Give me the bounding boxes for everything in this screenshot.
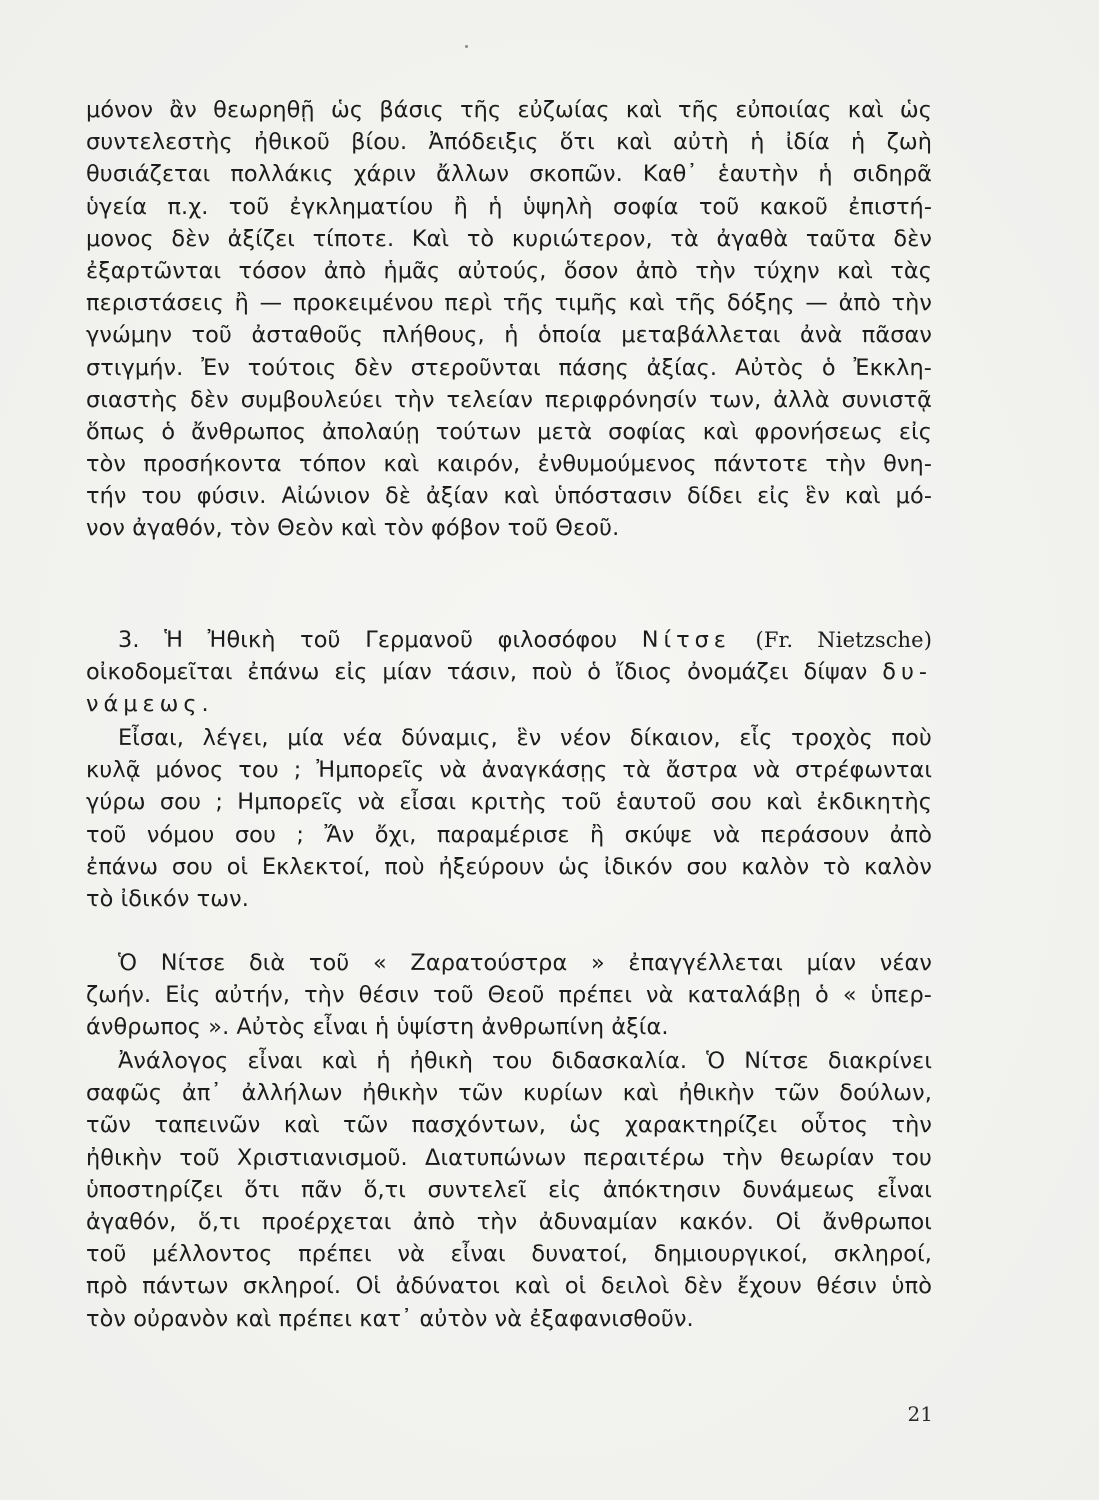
- text-line: κυλᾷ μόνος του ; Ἠμπορεῖς νὰ ἀναγκάσῃς τὰ ἄστρα νὰ στρέφωνται: [86, 757, 932, 784]
- spaced-word: δυ-: [882, 659, 932, 686]
- text-line: σαφῶς ἀπ᾽ ἀλλήλων ἠθικὴν τῶν κυρίων καὶ ἠθικὴν τῶν δούλων,: [86, 1080, 932, 1107]
- text-line: τὸν προσήκοντα τόπον καὶ καιρόν, ἐνθυμούμενος πάντοτε τὴν θνη-: [86, 451, 932, 478]
- latin-name: (Fr. Nietzsche): [755, 628, 932, 652]
- paragraph-1: [86, 94, 932, 545]
- text-line: ζωήν. Εἰς αὐτήν, τὴν θέσιν τοῦ Θεοῦ πρέπει νὰ καταλάβῃ ὁ « ὑπερ-: [86, 982, 932, 1009]
- text-line: τοῦ νόμου σου ; Ἄν ὄχι, παραμέρισε ἢ σκύψε νὰ περάσουν ἀπὸ: [86, 821, 932, 848]
- text-line: ἠθικὴν τοῦ Χριστιανισμοῦ. Διατυπώνων περαιτέρω τὴν θεωρίαν του: [86, 1144, 932, 1171]
- text-line: τῶν ταπεινῶν καὶ τῶν πασχόντων, ὡς χαρακτηρίζει οὗτος τὴν: [86, 1112, 932, 1139]
- page-number: 21: [907, 1402, 933, 1426]
- text-line: μόνον ἂν θεωρηθῇ ὡς βάσις τῆς εὐζωίας καὶ τῆς εὐποιίας καὶ ὡς: [86, 97, 932, 123]
- text-line: γνώμην τοῦ ἀσταθοῦς πλήθους, ἡ ὁποία μεταβάλλεται ἀνὰ πᾶσαν: [86, 322, 932, 349]
- text-line: γύρω σου ; Ημπορεῖς νὰ εἶσαι κριτὴς τοῦ ἑαυτοῦ σου καὶ ἐκδικητὴς: [86, 789, 932, 816]
- name-nitse-spaced: Νίτσε: [641, 627, 731, 653]
- text-line: πρὸ πάντων σκληροί. Οἱ ἀδύνατοι καὶ οἱ δειλοὶ δὲν ἔχουν θέσιν ὑπὸ: [86, 1273, 932, 1300]
- text-line: Ἀνάλογος εἶναι καὶ ἡ ἠθικὴ του διδασκαλία. Ὁ Νίτσε διακρίνει: [118, 1048, 932, 1074]
- section-heading-line: [86, 624, 932, 656]
- text-line: στιγμήν. Ἐν τούτοις δὲν στεροῦνται πάσης ἀξίας. Αὐτὸς ὁ Ἐκκλη-: [86, 354, 932, 381]
- text-line: τὸ ἰδικόν των.: [86, 885, 249, 912]
- text-line: θυσιάζεται πολλάκις χάριν ἄλλων σκοπῶν. Καθ᾽ ἑαυτὴν ἡ σιδηρᾶ: [86, 161, 932, 188]
- text-line: τήν του φύσιν. Αἰώνιον δὲ ἀξίαν καὶ ὑπόστασιν δίδει εἰς ἓν καὶ μό-: [86, 483, 932, 510]
- text-line: ὅπως ὁ ἄνθρωπος ἀπολαύῃ τούτων μετὰ σοφίας καὶ φρονήσεως εἰς: [86, 418, 932, 445]
- text-line: περιστάσεις ἢ — προκειμένου περὶ τῆς τιμῆς καὶ τῆς δόξης — ἀπὸ τὴν: [86, 290, 932, 317]
- text-line: νον ἀγαθόν, τὸν Θεὸν καὶ τὸν φόβον τοῦ Θεοῦ.: [86, 515, 620, 542]
- spaced-word-end: νάμεως.: [86, 691, 214, 718]
- text-line: ἐπάνω σου οἱ Εκλεκτοί, ποὺ ἠξεύρουν ὡς ἰδικόν σου καλὸν τὸ καλὸν: [86, 853, 932, 880]
- paragraph-4: [86, 947, 932, 1044]
- scan-speck: [465, 45, 468, 48]
- text-line: τοῦ μέλλοντος πρέπει νὰ εἶναι δυνατοί, δημιουργικοί, σκληροί,: [86, 1241, 932, 1268]
- paragraph-2-section-3: [86, 624, 932, 721]
- text-line: μονος δὲν ἀξίζει τίποτε. Καὶ τὸ κυριώτερον, τὰ ἀγαθὰ ταῦτα δὲν: [86, 225, 932, 252]
- text-line: ἐξαρτῶνται τόσον ἀπὸ ἡμᾶς αὐτούς, ὅσον ἀπὸ τὴν τύχην καὶ τὰς: [86, 257, 932, 284]
- text-line: Εἶσαι, λέγει, μία νέα δύναμις, ἓν νέον δίκαιον, εἷς τροχὸς ποὺ: [118, 725, 932, 751]
- text-line: ὑγεία π.χ. τοῦ ἐγκληματίου ἢ ἡ ὑψηλὴ σοφία τοῦ κακοῦ ἐπιστή-: [86, 193, 932, 220]
- text-line: συντελεστὴς ἠθικοῦ βίου. Ἀπόδειξις ὅτι καὶ αὐτὴ ἡ ἰδία ἡ ζωὴ: [86, 129, 932, 156]
- text-line: Ὁ Νίτσε διὰ τοῦ « Ζαρατούστρα » ἐπαγγέλλεται μίαν νέαν: [118, 950, 932, 976]
- text-fragment: οἰκοδομεῖται ἐπάνω εἰς μίαν τάσιν, ποὺ ὁ ἴδιος ὀνομάζει δίψαν: [86, 659, 868, 686]
- heading-text: 3. Ἡ Ἠθικὴ τοῦ Γερμανοῦ φιλοσόφου: [118, 627, 618, 653]
- text-line: σιαστὴς δὲν συμβουλεύει τὴν τελείαν περιφρόνησίν των, ἀλλὰ συνιστᾷ: [86, 386, 932, 413]
- text-line: [86, 656, 932, 688]
- text-line: άνθρωπος ». Αὐτὸς εἶναι ἡ ὑψίστη ἀνθρωπίνη ἀξία.: [86, 1014, 669, 1041]
- text-line: τὸν οὐρανὸν καὶ πρέπει κατ᾽ αὐτὸν νὰ ἐξαφανισθοῦν.: [86, 1305, 694, 1332]
- paragraph-3: [86, 722, 932, 915]
- paragraph-5: [86, 1045, 932, 1335]
- text-line: ἀγαθόν, ὅ,τι προέρχεται ἀπὸ τὴν ἀδυναμίαν κακόν. Οἱ ἄνθρωποι: [86, 1208, 932, 1235]
- text-line: ὑποστηρίζει ὅτι πᾶν ὅ,τι συντελεῖ εἰς ἀπόκτησιν δυνάμεως εἶναι: [86, 1176, 932, 1203]
